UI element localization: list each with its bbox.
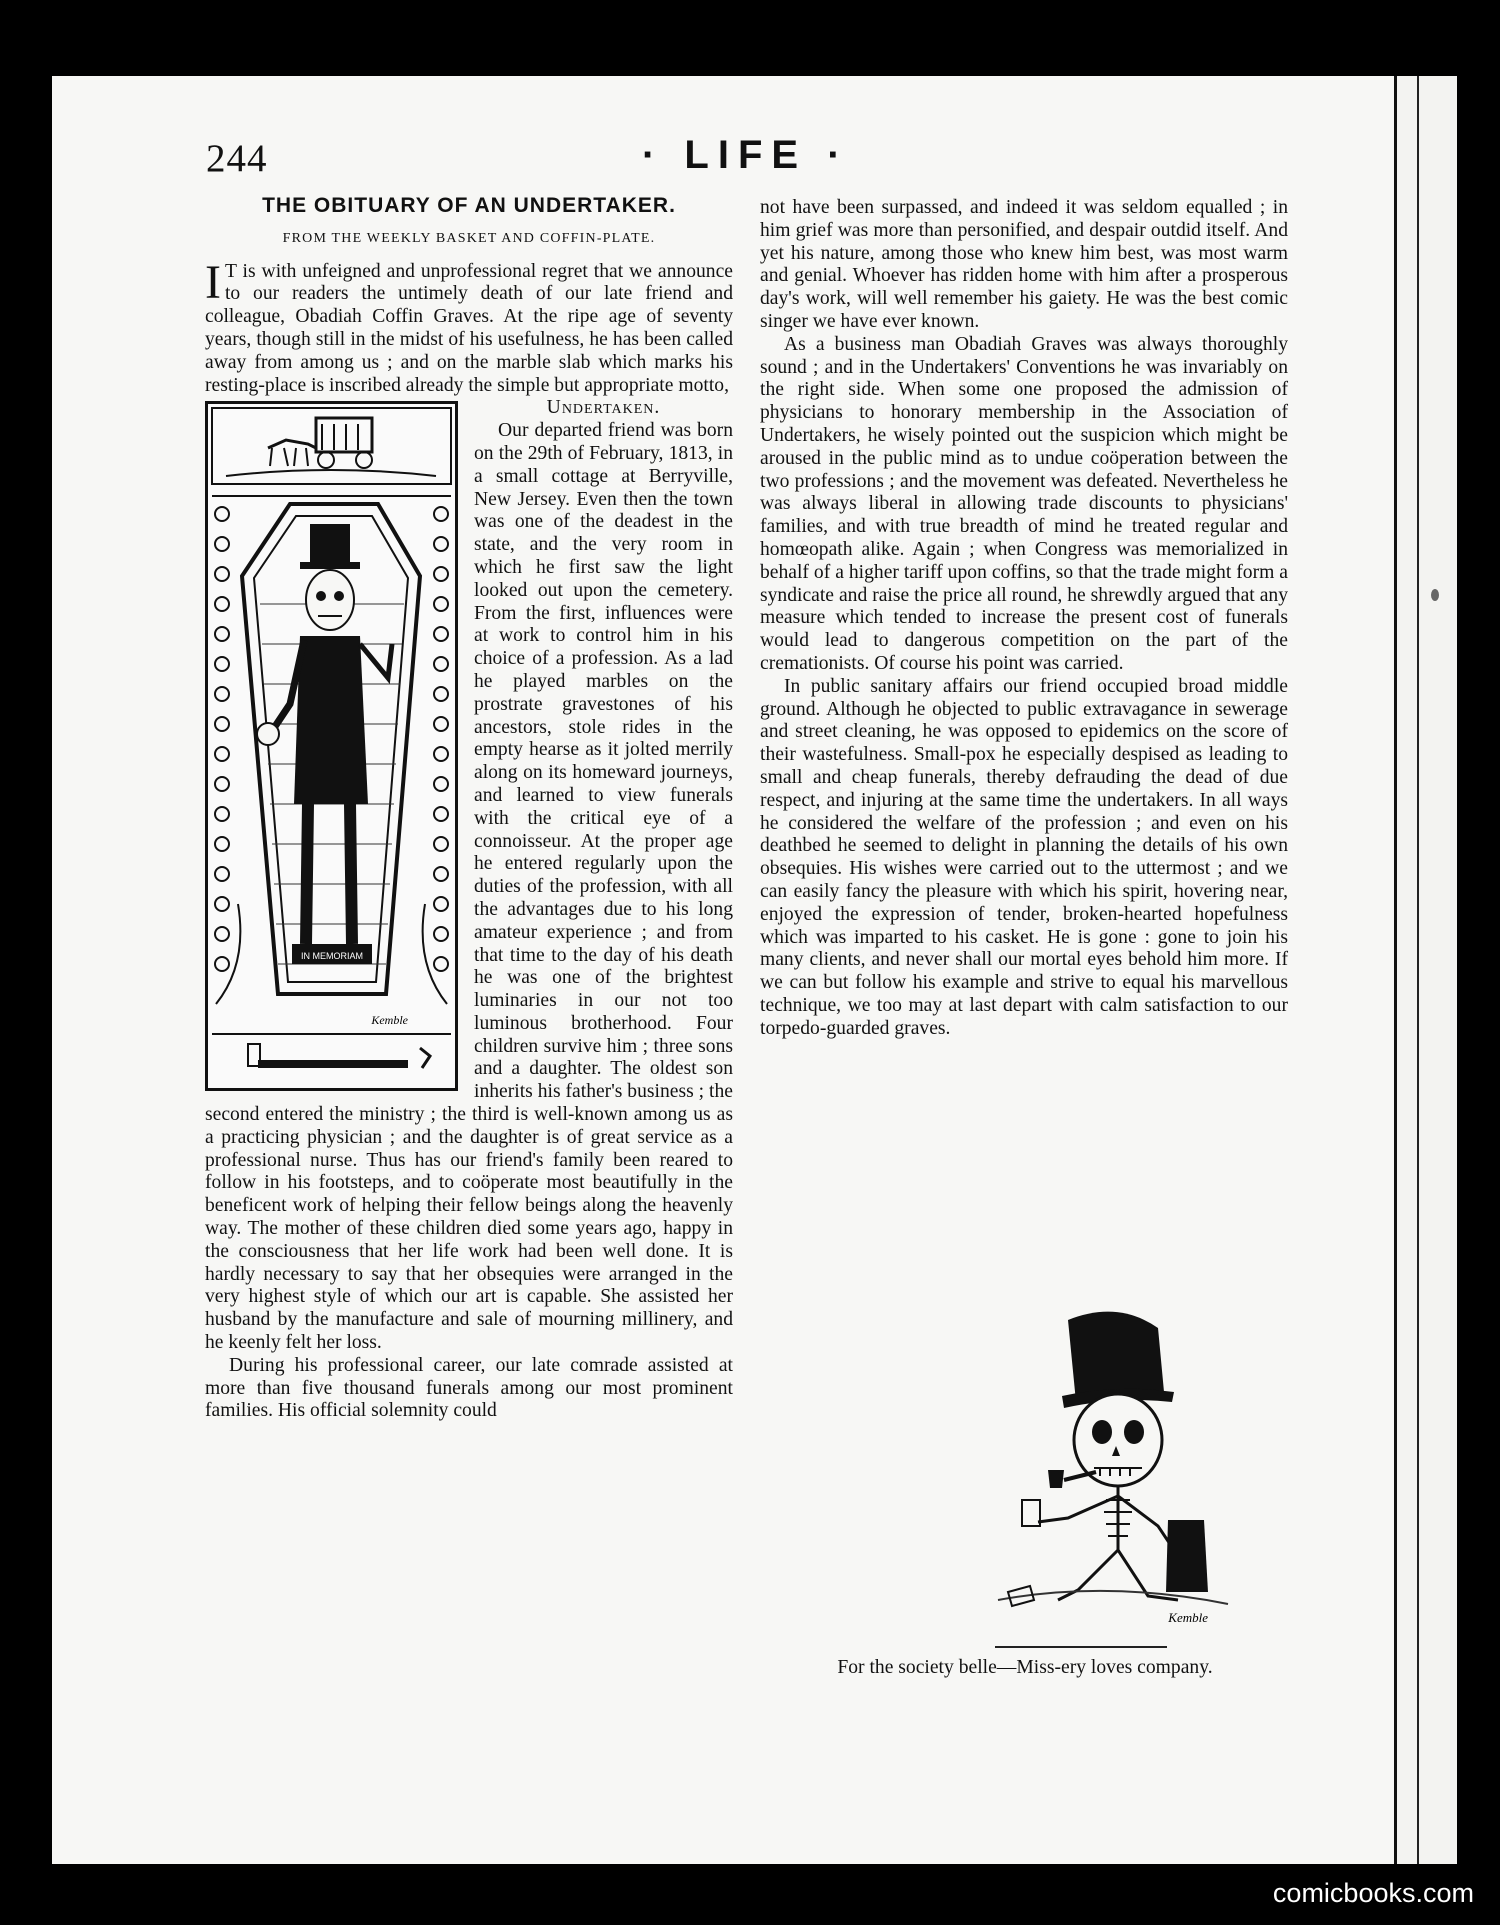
motto: Undertaken. [546, 397, 661, 419]
plaque-text: IN MEMORIAM [301, 951, 363, 962]
cartoon-signature: Kemble [1168, 1610, 1208, 1625]
opening-paragraph-text: T is with unfeigned and unprofessional regret that we announce to our readers the untimely death of our late friend and colleague, Obadiah Coffin Graves. At the ripe age of seventy years, though still in the midst of his usefulness, he has been called away from among us ; and on the marble slab which marks his resting-place is inscribed already the simple but appropriate motto, [205, 260, 733, 396]
coffin-illustration [205, 401, 458, 1091]
illustration-signature: Kemble [371, 1013, 408, 1028]
paragraph-2: Our departed friend was born on the 29th of February, 1813, in a small cottage at Berryville, New Jersey. Even then the town was one of the deadest in the state, and the very room in which he first saw the light looked out upon the cemetery. From the first, influences were at work to control him in his choice of a profession. As a lad he played marbles on the prostrate gravestones of his ancestors, stole rides in the empty hearse as it jolted merrily along on its homeward journeys, and learned to view funerals with the critical eye of a connoisseur. At the proper age he entered regularly upon the duties of the profession, with all the advantages due to his long amateur experience ; and from that time to the day of his death he was one of the brightest luminaries in our not too luminous brotherhood. Four children survive him ; three sons and a daughter. The oldest son inherits his father's business ; the second entered the ministry ; the third is well-known among us as a practicing physician ; and the daughter is of great service as a professional nurse. Thus has our friend's family been reared to follow in his footsteps, and to coöperate most beautifully in the beneficent work of helping their fellow beings along the heavenly way. The mother of these children died some years ago, happy in the consciousness that her life work had been well done. It is hardly necessary to say that her obsequies were arranged in the very highest style of which our art is capable. She assisted her husband by the manufacture and sale of mourning millinery, and he keenly felt her loss. [205, 420, 733, 1354]
paragraph-4: As a business man Obadiah Graves was always thoroughly sound ; and in the Undertakers' Conventions he was invariably on the right side. When some one proposed the admission of physicians to honorary membership in the Association of Undertakers, he wisely pointed out the suspicion which might be aroused in the public mind as to undue coöperation between the two professions ; and the movement was defeated. Nevertheless he was always liberal in allowing trade discounts to physicians' families, and with true breadth of mind he treated regular and homœopath alike. Again ; when Congress was memorialized in behalf of a higher tariff upon coffins, so that the trade might form a syndicate and raise the price all round, he shrewdly argued that any measure which tended to increase the present cost of funerals would lead to dangerous competition on the part of the cremationists. Of course his point was carried. [760, 333, 1288, 674]
left-column [205, 195, 733, 1423]
cartoon-caption: For the society belle—Miss-ery loves company. [837, 1657, 1213, 1678]
caption-rule [995, 1646, 1167, 1648]
spine-mark [1431, 589, 1439, 601]
paragraph-3: During his professional career, our late comrade assisted at more than five thousand funerals among our most prominent families. His official solemnity could [205, 1354, 733, 1422]
opening-paragraph [205, 255, 733, 398]
spine-line [1417, 76, 1419, 1864]
paragraph-3-continued: not have been surpassed, and indeed it was seldom equalled ; in him grief was more than personified, and despair outdid itself. And yet his nature, among those who knew him best, was most warm and genial. Whoever has ridden home with him after a prosperous day's work, will well remember his gaiety. He was the best comic singer we have ever known. [760, 197, 1288, 332]
drop-cap: I [205, 255, 221, 309]
coffin-illustration-drawing [208, 404, 455, 1088]
article-title: THE OBITUARY OF AN UNDERTAKER. [262, 194, 676, 217]
masthead: · LIFE · [642, 133, 850, 177]
binding-spine [1394, 76, 1457, 1864]
paragraph-5: In public sanitary affairs our friend occupied broad middle ground. Although he objected to public extravagance in sewerage and street cleaning, he was opposed to epidemics on the score of their wastefulness. Small-pox he especially despised as leading to small and cheap funerals, thereby defrauding the dead of due respect, and injuring at the same time the undertakers. In all ways he considered the welfare of the profession ; and even on his deathbed he seemed to delight in planning the details of his own obsequies. His wishes were carried out to the uttermost ; and we can easily fancy the pleasure with which his spirit, hovering near, enjoyed the expression of tender, broken-hearted hopefulness which was imparted to his casket. He is gone : gone to join his many clients, and never shall our mortal eyes behold him more. If we can but follow his example and strive to equal his marvellous technique, we too may at last depart with calm satisfaction to our torpedo-guarded graves. [760, 675, 1288, 1039]
watermark: comicbooks.com [1272, 1878, 1474, 1908]
right-column [760, 197, 1288, 1040]
page-number: 244 [206, 137, 268, 180]
skeleton-cartoon-drawing [968, 1300, 1248, 1630]
skeleton-cartoon [968, 1300, 1248, 1630]
article-subtitle: FROM THE WEEKLY BASKET AND COFFIN-PLATE. [282, 230, 656, 246]
